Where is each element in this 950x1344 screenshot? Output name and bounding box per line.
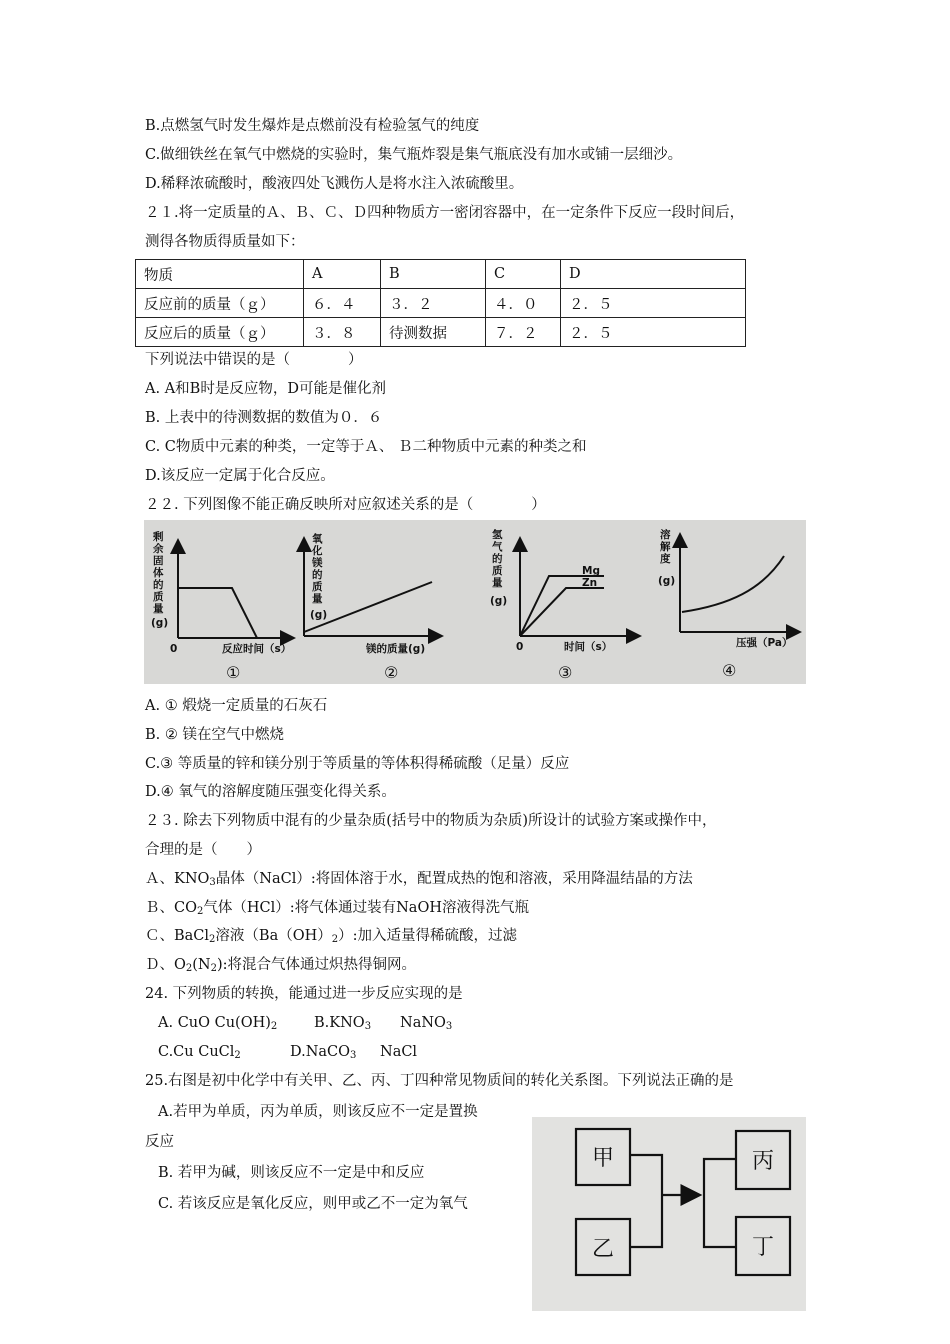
g2-x-label: 镁的质量(g) (366, 643, 426, 655)
q20-option-c: C.做细铁丝在氧气中燃烧的实验时，集气瓶炸裂是集气瓶底没有加水或铺一层细沙。 (145, 147, 683, 163)
g4-y-label-unit: (g) (658, 575, 676, 587)
g1-y-label-7: 量 (153, 603, 164, 615)
g2-y-label-3: 镁 (312, 557, 323, 569)
q23-a-post: 晶体（NaCl）:将固体溶于水，配置成热的饱和溶液，采用降温结晶的方法 (215, 871, 693, 887)
g4-y-label-2: 解 (660, 541, 671, 553)
table-cell: ３．８ (304, 318, 381, 347)
g3-origin: 0 (516, 641, 524, 653)
table-cell: 反应后的质量（ｇ） (136, 318, 304, 347)
q21-question: 下列说法中错误的是（ ） (145, 352, 363, 368)
table-header-row (136, 260, 746, 289)
q23-stem-line1: ２３. 除去下列物质中混有的少量杂质(括号中的物质为杂质)所设计的试验方案或操作中， (145, 813, 717, 829)
g3-line-mg-label: Mg (582, 565, 600, 577)
table-cell: 待测数据 (381, 318, 486, 347)
q23-stem-line2: 合理的是（ ） (145, 842, 261, 858)
table-cell: C (486, 260, 561, 289)
g2-y-label-2: 化 (312, 545, 323, 557)
q23-a-sub: 3 (209, 877, 216, 888)
q21-option-b: B. 上表中的待测数据的数值为０．６ (145, 410, 383, 426)
g1-origin: 0 (170, 643, 178, 655)
g3-number: ③ (558, 663, 573, 682)
table-cell: A (304, 260, 381, 289)
g3-line-zn-label: Zn (582, 577, 598, 589)
q23-d-mid: (N (192, 957, 211, 973)
g1-number: ① (226, 663, 241, 682)
q23-b-sub: 2 (196, 906, 204, 917)
table-cell: ７．２ (486, 318, 561, 347)
table-cell: ６．４ (304, 289, 381, 318)
q24-option-c (158, 1042, 241, 1062)
q24-a-sub: 2 (270, 1021, 278, 1032)
q23-a-pre: Ａ、KNO (145, 871, 210, 887)
q20-option-b: B.点燃氢气时发生爆炸是点燃前没有检验氢气的纯度 (145, 118, 480, 134)
q24-b-tail: NaNO (400, 1015, 446, 1031)
q21-stem-line1: ２１.将一定质量的Ａ、Ｂ、Ｃ、Ｄ四种物质方一密闭容器中，在一定条件下反应一段时间后， (145, 205, 745, 221)
q21-stem-line2: 测得各物质得质量如下： (145, 234, 305, 250)
q23-c-sub: 2 (209, 934, 216, 945)
q25-diagram-svg (532, 1117, 806, 1311)
q23-c-sub2: 2 (331, 934, 339, 945)
q22-option-d: D.④ 氧气的溶解度随压强变化得关系。 (145, 784, 396, 800)
q23-d-post: ):将混合气体通过炽热得铜网。 (217, 957, 417, 973)
q24-a-text: A. CuO Cu(OH) (158, 1015, 271, 1031)
q23-c-post: ）:加入适量得稀硫酸，过滤 (338, 928, 518, 944)
g3-y-label-4: 质 (492, 565, 503, 577)
q24-b-sub: 3 (364, 1021, 372, 1032)
g4-x-label: 压强（Pa） (736, 637, 793, 649)
q23-option-b (145, 898, 529, 918)
q21-mass-table (135, 259, 746, 347)
box-yi-label: 乙 (592, 1237, 615, 1262)
q24-d-sub: 3 (350, 1050, 357, 1061)
q23-b-pre: Ｂ、CO (145, 900, 197, 916)
g1-x-label: 反应时间（s） (222, 643, 292, 655)
g3-y-label-3: 的 (492, 553, 503, 565)
q24-d-text: D.NaCO (290, 1044, 351, 1060)
q25-option-a-line1: A.若甲为单质，丙为单质，则该反应不一定是置换 (158, 1104, 478, 1120)
table-cell: B (381, 260, 486, 289)
g3-y-label-2: 气 (492, 541, 503, 553)
g2-y-label-5: 质 (312, 581, 323, 593)
table-cell: ２．５ (561, 289, 746, 318)
g3-x-label: 时间（s） (564, 641, 613, 653)
q21-option-d: D.该反应一定属于化合反应。 (145, 468, 335, 484)
q25-option-b: B. 若甲为碱，则该反应不一定是中和反应 (158, 1165, 425, 1181)
g2-y-label-1: 氧 (312, 533, 323, 545)
table-cell: 反应前的质量（ｇ） (136, 289, 304, 318)
table-row (136, 318, 746, 347)
table-cell: ２．５ (561, 318, 746, 347)
q20-option-d: D.稀释浓硫酸时，酸液四处飞溅伤人是将水注入浓硫酸里。 (145, 176, 524, 192)
g1-y-label-5: 的 (153, 579, 164, 591)
q25-option-a-line2: 反应 (145, 1134, 174, 1150)
table-row (136, 289, 746, 318)
g3-y-label-unit: (g) (490, 595, 508, 607)
g1-y-label-2: 余 (153, 543, 164, 555)
q22-stem: ２２. 下列图像不能正确反映所对应叙述关系的是（ ） (145, 497, 546, 513)
g1-y-label-4: 体 (153, 567, 164, 579)
g4-y-label-3: 度 (660, 553, 671, 565)
q25-stem: 25.右图是初中化学中有关甲、乙、丙、丁四种常见物质间的转化关系图。下列说法正确的是 (145, 1073, 734, 1089)
q24-b-tail-sub: 3 (445, 1021, 453, 1032)
q24-stem: 24. 下列物质的转换，能通过进一步反应实现的是 (145, 986, 463, 1002)
g1-y-label-3: 固 (153, 555, 164, 567)
g4-y-label-1: 溶 (660, 529, 671, 541)
q23-option-c (145, 926, 517, 946)
g2-number: ② (384, 663, 399, 682)
g4-number: ④ (722, 661, 737, 680)
q24-option-b-product (400, 1013, 452, 1033)
g3-y-label-5: 量 (492, 577, 503, 589)
table-cell: ３．２ (381, 289, 486, 318)
g1-y-label-1: 剩 (153, 531, 164, 543)
q24-option-b (314, 1013, 371, 1033)
q23-d-pre: Ｄ、O (145, 957, 186, 973)
g1-y-label-6: 质 (153, 591, 164, 603)
q24-c-text: C.Cu CuCl (158, 1044, 235, 1060)
q22-graphs-svg (144, 520, 806, 684)
q22-option-a: A. ① 煅烧一定质量的石灰石 (145, 698, 328, 714)
g2-y-label-unit: (g) (310, 609, 328, 621)
q24-option-d (290, 1042, 356, 1062)
q23-c-pre: Ｃ、BaCl (145, 928, 210, 944)
g2-y-label-4: 的 (312, 569, 323, 581)
q22-option-b: B. ② 镁在空气中燃烧 (145, 727, 284, 743)
q22-option-c: C.③ 等质量的锌和镁分别于等质量的等体积得稀硫酸（足量）反应 (145, 756, 570, 772)
q23-d-sub2: 2 (210, 963, 217, 974)
box-bing-label: 丙 (752, 1149, 775, 1174)
q25-option-c: C. 若该反应是氧化反应，则甲或乙不一定为氧气 (158, 1196, 468, 1212)
box-ding-label: 丁 (752, 1235, 775, 1260)
q21-option-c: C. C物质中元素的种类，一定等于Ａ、 Ｂ二种物质中元素的种类之和 (145, 439, 587, 455)
g3-y-label-1: 氢 (492, 529, 503, 541)
q23-b-post: 气体（HCl）:将气体通过装有NaOH溶液得洗气瓶 (203, 900, 529, 916)
q23-d-sub: 2 (185, 963, 193, 974)
table-cell: D (561, 260, 746, 289)
q24-c-sub: 2 (234, 1050, 241, 1061)
box-jia-label: 甲 (592, 1146, 615, 1171)
q24-option-a (158, 1013, 277, 1033)
g1-y-label-unit: (g) (151, 617, 169, 629)
q23-option-d (145, 955, 416, 975)
q21-option-a: A. A和B时是反应物，D可能是催化剂 (145, 381, 386, 397)
g2-y-label-6: 量 (312, 593, 323, 605)
table-cell: 物质 (136, 260, 304, 289)
q23-c-mid: 溶液（Ba（OH） (215, 928, 332, 944)
table-cell: ４．０ (486, 289, 561, 318)
q23-option-a (145, 869, 693, 889)
q24-option-d-product: NaCl (380, 1044, 418, 1060)
q25-diagram (532, 1117, 806, 1311)
q24-b-text: B.KNO (314, 1015, 365, 1031)
q22-graphs-figure (144, 520, 806, 684)
